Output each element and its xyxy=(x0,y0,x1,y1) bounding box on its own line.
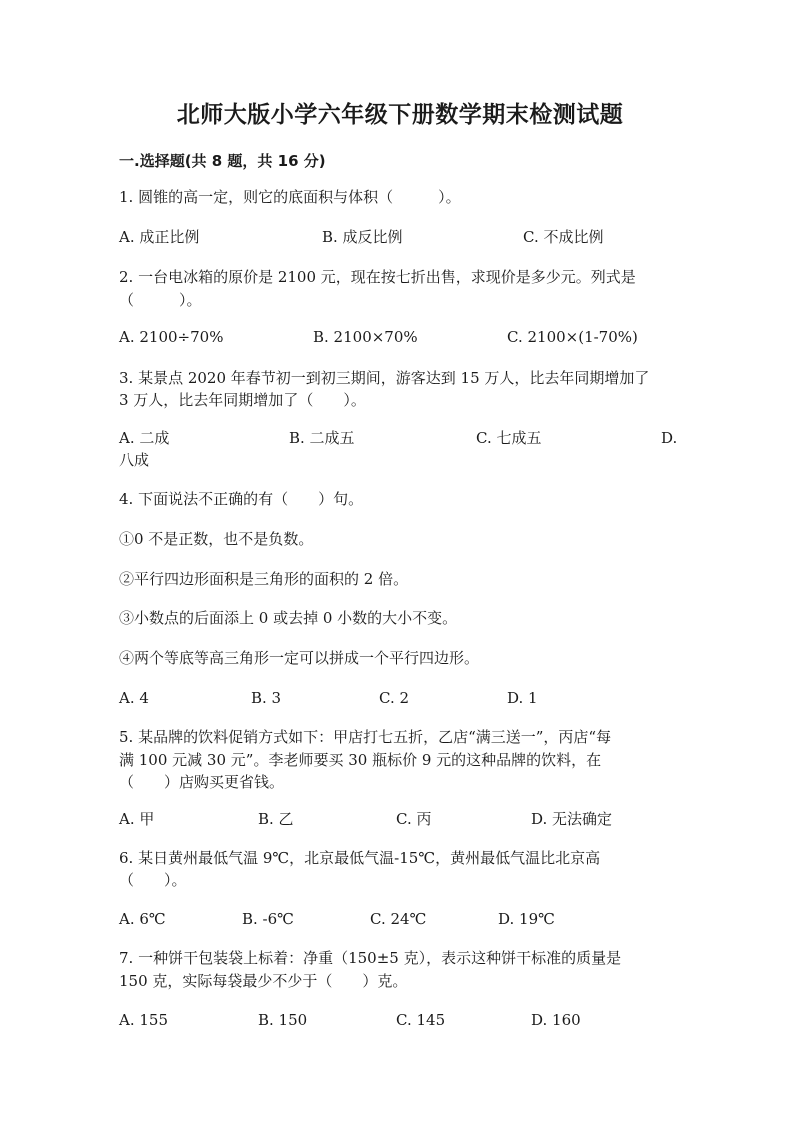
question-7-text-line-2: 150 克，实际每袋最少不少于（ ）克。 xyxy=(119,972,408,990)
question-4-statement-4: ④两个等底等高三角形一定可以拼成一个平行四边形。 xyxy=(119,649,480,667)
question-5-option-a: A. 甲 xyxy=(119,810,155,828)
question-7-option-a: A. 155 xyxy=(119,1011,168,1029)
question-5-option-c: C. 丙 xyxy=(396,810,432,828)
question-7-option-d: D. 160 xyxy=(531,1011,581,1029)
question-4-text: 4. 下面说法不正确的有（ ）句。 xyxy=(119,490,364,508)
question-4-statement-1: ①0 不是正数，也不是负数。 xyxy=(119,530,314,548)
question-4-option-d: D. 1 xyxy=(507,689,538,707)
question-2-option-b: B. 2100×70% xyxy=(313,328,418,346)
question-3-option-c: C. 七成五 xyxy=(476,429,542,447)
question-4-option-c: C. 2 xyxy=(379,689,410,707)
question-6-text-line-2: （ ）。 xyxy=(119,871,187,889)
question-6-option-c: C. 24℃ xyxy=(370,910,427,928)
question-5-text-line-2: 满 100 元减 30 元”。李老师要买 30 瓶标价 9 元的这种品牌的饮料，在 xyxy=(119,751,602,769)
question-4-statement-3: ③小数点的后面添上 0 或去掉 0 小数的大小不变。 xyxy=(119,609,458,627)
question-7-option-b: B. 150 xyxy=(258,1011,308,1029)
question-5-option-b: B. 乙 xyxy=(258,810,294,828)
question-5-text-line-1: 5. 某品牌的饮料促销方式如下：甲店打七五折，乙店“满三送一”，丙店“每 xyxy=(119,728,612,746)
question-4-statement-2: ②平行四边形面积是三角形的面积的 2 倍。 xyxy=(119,570,409,588)
question-3-option-a: A. 二成 xyxy=(119,429,170,447)
question-3-option-b: B. 二成五 xyxy=(289,429,355,447)
question-5-text-line-3: （ ）店购买更省钱。 xyxy=(119,773,285,791)
section-heading: 一.选择题(共 8 题，共 16 分) xyxy=(119,152,326,170)
question-2-option-a: A. 2100÷70% xyxy=(119,328,224,346)
question-1-option-b: B. 成反比例 xyxy=(322,228,403,246)
question-6-option-d: D. 19℃ xyxy=(498,910,555,928)
question-1-option-a: A. 成正比例 xyxy=(119,228,200,246)
question-7-text-line-1: 7. 一种饼干包装袋上标着：净重（150±5 克），表示这种饼干标准的质量是 xyxy=(119,949,622,967)
question-1-text: 1. 圆锥的高一定，则它的底面积与体积（ ）。 xyxy=(119,188,461,206)
question-2-option-c: C. 2100×(1-70%) xyxy=(507,328,638,346)
question-2-text-line-1: 2. 一台电冰箱的原价是 2100 元，现在按七折出售，求现价是多少元。列式是 xyxy=(119,268,636,286)
question-6-option-b: B. -6℃ xyxy=(242,910,294,928)
question-3-option-d-label: D. xyxy=(661,429,678,447)
question-3-text-line-1: 3. 某景点 2020 年春节初一到初三期间，游客达到 15 万人，比去年同期增加了 xyxy=(119,369,650,387)
question-3-option-d-text: 八成 xyxy=(119,451,150,469)
question-1-option-c: C. 不成比例 xyxy=(523,228,604,246)
page-title: 北师大版小学六年级下册数学期末检测试题 xyxy=(176,102,624,128)
question-7-option-c: C. 145 xyxy=(396,1011,446,1029)
question-2-text-line-2: （ ）。 xyxy=(119,291,202,309)
question-6-text-line-1: 6. 某日黄州最低气温 9℃，北京最低气温-15℃，黄州最低气温比北京高 xyxy=(119,849,601,867)
question-5-option-d: D. 无法确定 xyxy=(531,810,613,828)
question-6-option-a: A. 6℃ xyxy=(119,910,166,928)
question-4-option-a: A. 4 xyxy=(119,689,149,707)
question-3-text-line-2: 3 万人，比去年同期增加了（ ）。 xyxy=(119,391,366,409)
question-4-option-b: B. 3 xyxy=(251,689,282,707)
